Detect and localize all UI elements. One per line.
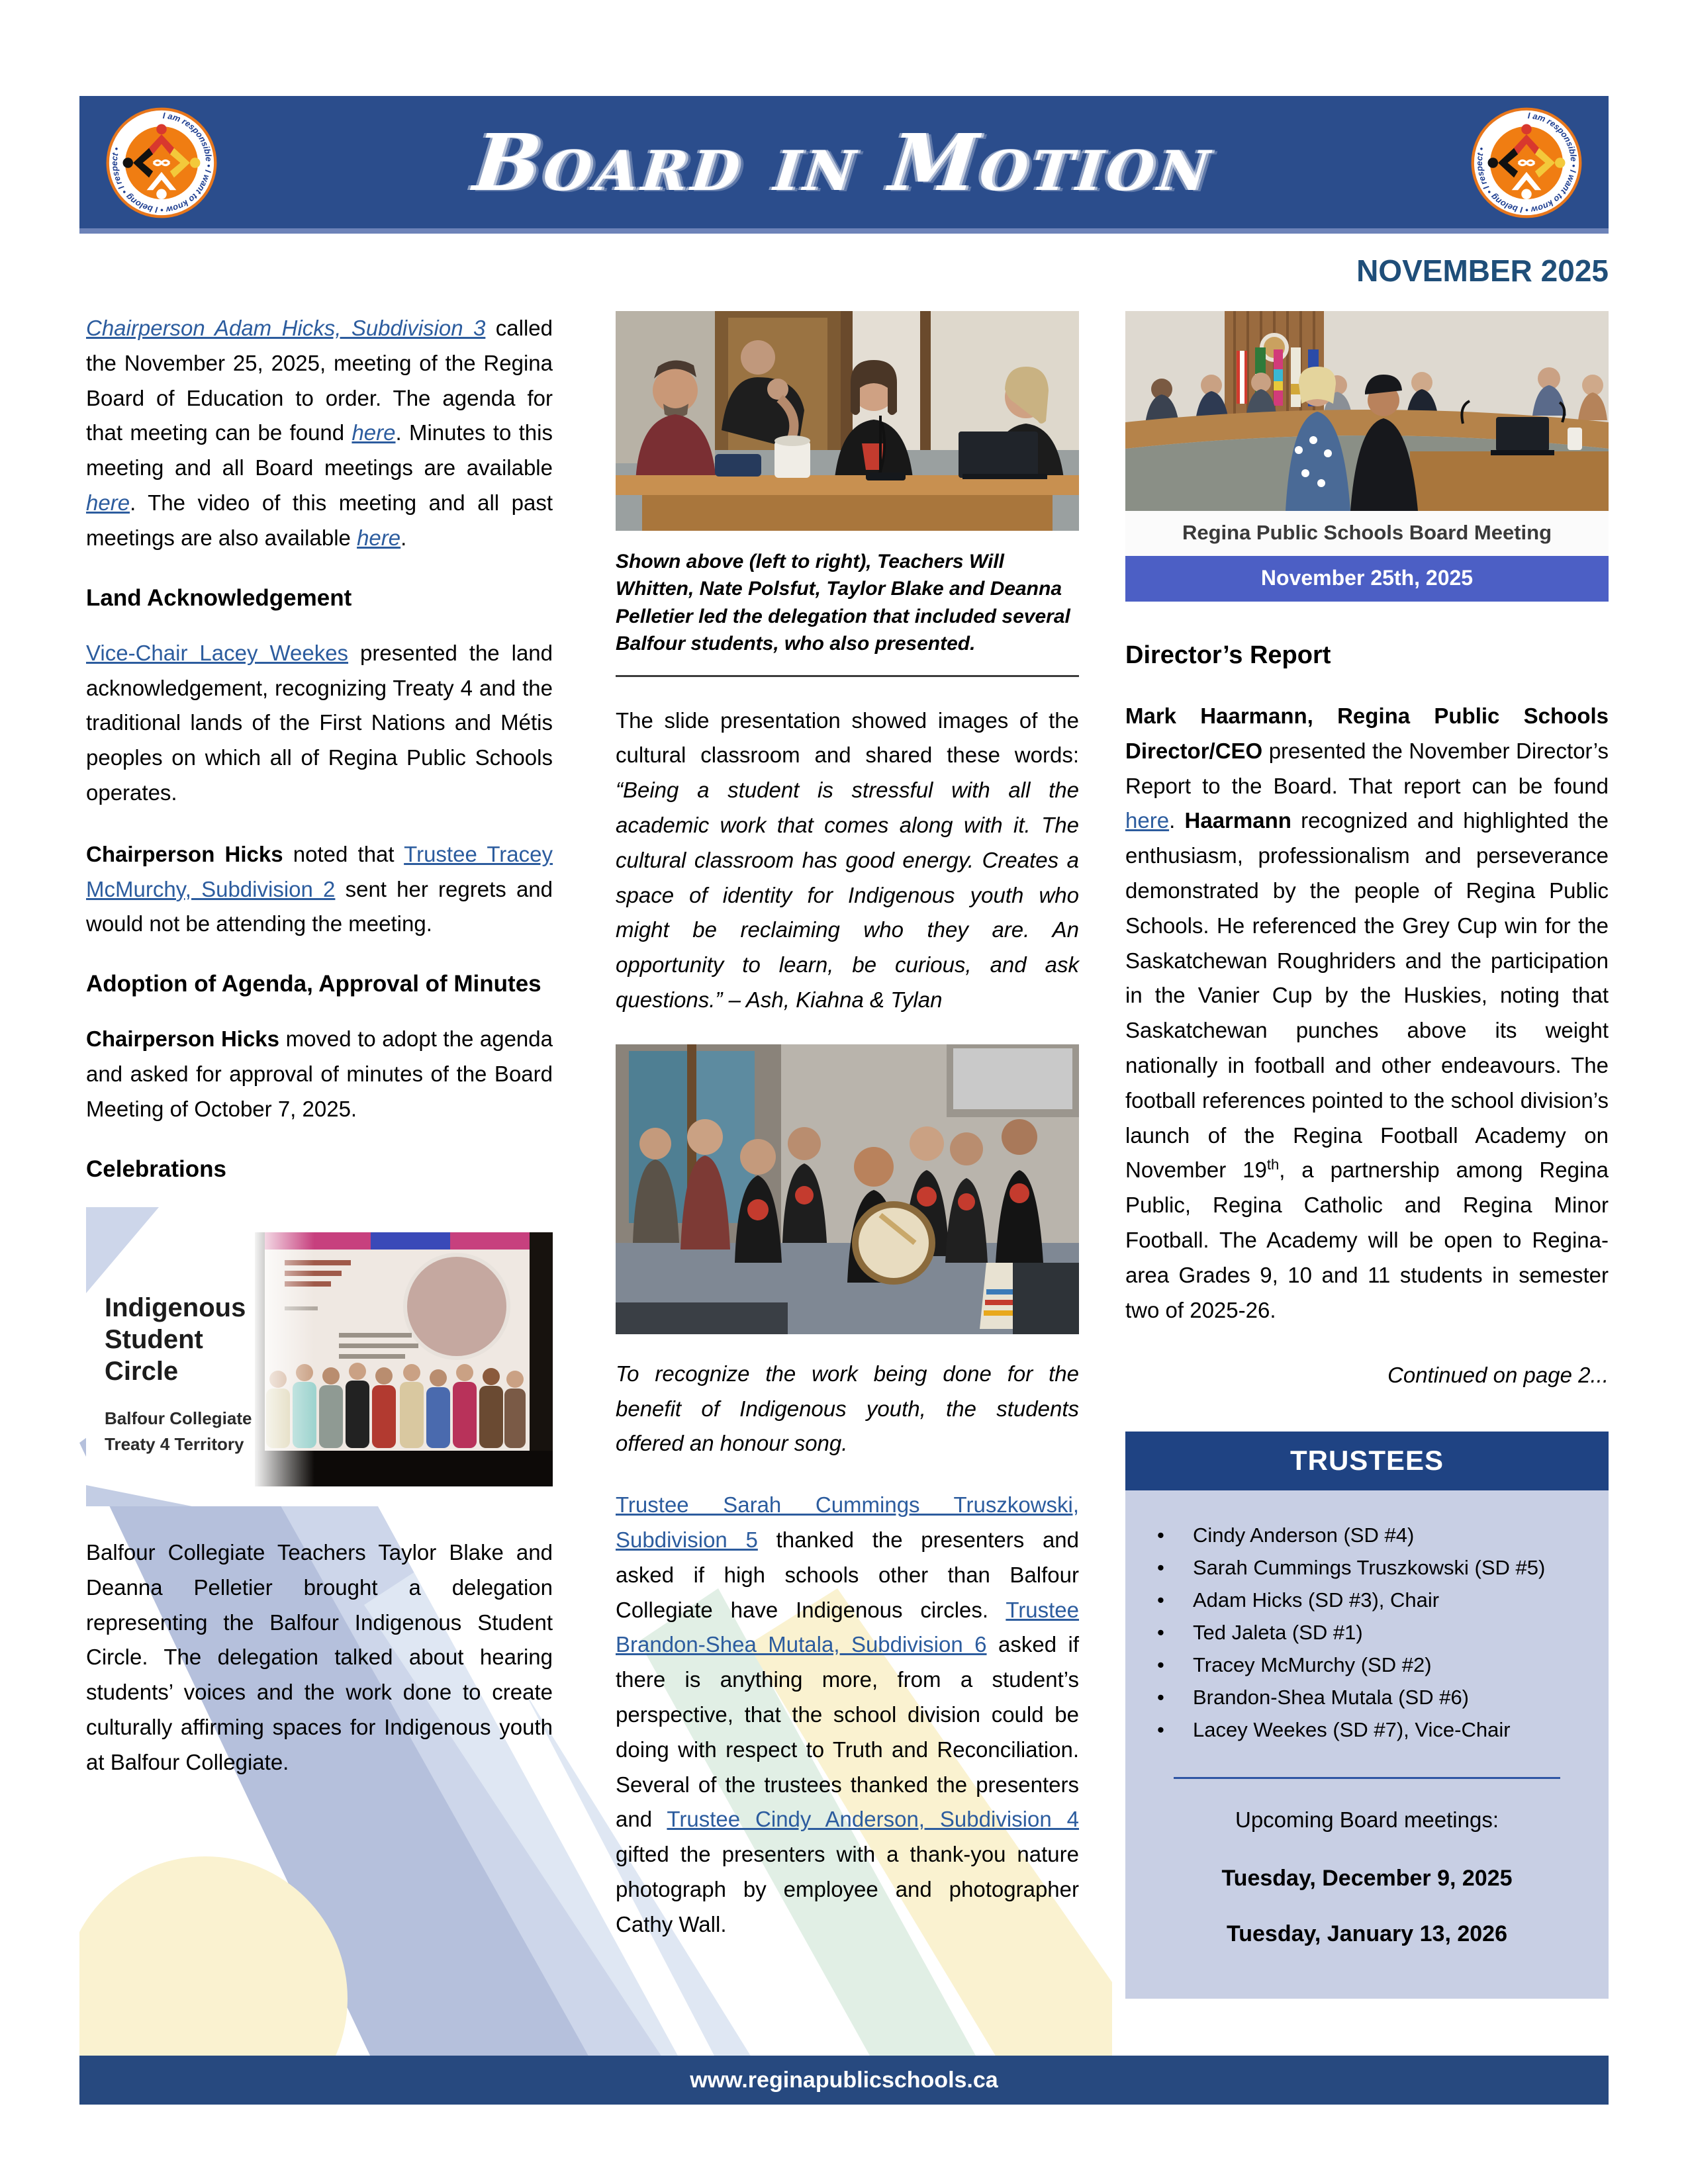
footer-url[interactable]: www.reginapublicschools.ca bbox=[690, 2067, 998, 2093]
paragraph-regrets bbox=[86, 837, 553, 942]
heading-land-acknowledgement: Land Acknowledgement bbox=[86, 584, 352, 611]
column-middle bbox=[616, 311, 1079, 1968]
school-logo-icon bbox=[105, 106, 218, 220]
honour-song-photo bbox=[616, 1044, 1079, 1334]
link-chairperson-adam-hicks[interactable]: Chairperson Adam Hicks, Subdivision 3 bbox=[86, 316, 486, 340]
text: Chairperson Hicks bbox=[86, 841, 283, 866]
masthead-banner bbox=[79, 96, 1609, 234]
column-right bbox=[1125, 311, 1609, 1999]
school-logo-icon bbox=[1470, 106, 1583, 220]
text: presented the land acknowledgement, recognizing Treaty 4 and the traditional lands of the First Nations and Métis peoples on which all of Regina Public Schools operates. bbox=[86, 640, 553, 805]
continued-note: Continued on page 2... bbox=[1387, 1363, 1609, 1388]
board-meeting-date-bar: November 25th, 2025 bbox=[1125, 556, 1609, 602]
trustee-item: • Tracey McMurchy (SD #2) bbox=[1152, 1649, 1591, 1682]
link-video-here[interactable]: here bbox=[357, 525, 401, 550]
delegation-photo bbox=[616, 311, 1079, 531]
link-lacey-weekes[interactable]: Vice-Chair Lacey Weekes bbox=[86, 640, 349, 665]
text: . bbox=[400, 525, 407, 550]
text: noted that bbox=[283, 841, 404, 866]
column-left bbox=[86, 311, 553, 1807]
slide-title: Indigenous Student Circle bbox=[105, 1293, 246, 1387]
heading-directors-report: Director’s Report bbox=[1125, 641, 1331, 669]
text: recognized and highlighted the enthusiasm, professionalism and perseverance demonstrated by the people of Regina Public Schools. He referenced the Grey Cup win for the Saskatchewan Roughriders and the participation in the Vanier Cup by the Huskies, noting that Saskatchewan punches above its weight nationally in football and other endeavours. The football references pointed to the school division’s launch of the Regina Football Academy on November 19 bbox=[1125, 808, 1609, 1183]
link-tracey-mcmurchy[interactable]: Trustee Tracey McMurchy, Subdivision 2 bbox=[86, 841, 553, 901]
text: Mark Haarmann, Regina Public Schools Director/CEO bbox=[1125, 704, 1609, 763]
text: thanked the presenters and asked if high schools other than Balfour Collegiate have Indigenous circles. bbox=[616, 1527, 1079, 1622]
text: asked if there is anything more, from a student’s perspective, that the school division could be doing with respect to Truth and Reconciliation. Several of the trustees thanked the presenters and bbox=[616, 1632, 1079, 1832]
newsletter-title: Board in Motion bbox=[469, 116, 1219, 208]
footer-bar bbox=[79, 2056, 1609, 2105]
quote-text: “Being a student is stressful with all the academic work that comes along with it. The cultural classroom has good energy. Creates a space of identity for Indigenous youth who might be reclaiming who they are. An opportunity to learn, be curious, and ask questions.” bbox=[616, 778, 1079, 1012]
issue-month: NOVEMBER 2025 bbox=[1356, 253, 1609, 288]
board-meeting-video-caption: Regina Public Schools Board Meeting bbox=[1125, 511, 1609, 556]
trustees-box bbox=[1125, 1432, 1609, 1999]
trustee-item: • Brandon-Shea Mutala (SD #6) bbox=[1152, 1682, 1591, 1714]
slide-subtitle bbox=[105, 1406, 252, 1457]
text: , a partnership among Regina Public, Regina Catholic and Regina Minor Football. The Academy will be open to Regina-area Grades 9, 10 and 11 students in semester two of 2025-26. bbox=[1125, 1158, 1609, 1322]
text: The slide presentation showed images of the cultural classroom and shared these words: bbox=[616, 707, 1079, 768]
photo-caption: Shown above (left to right), Teachers Will Whitten, Nate Polsfut, Taylor Blake and Deanna Pelletier led the delegation that included several Balfour students, who also presented. bbox=[616, 548, 1079, 677]
text: Balfour Collegiate bbox=[105, 1408, 252, 1429]
board-meeting-photo bbox=[1125, 311, 1609, 511]
paragraph-call-to-order bbox=[86, 311, 553, 556]
upcoming-meetings-label: Upcoming Board meetings: bbox=[1235, 1807, 1499, 1833]
text: moved to adopt the agenda and asked for approval of minutes of the Board Meeting of October 7, 2025. bbox=[86, 1026, 553, 1122]
paragraph-adoption bbox=[86, 1022, 553, 1126]
trustee-item: • Adam Hicks (SD #3), Chair bbox=[1152, 1584, 1591, 1617]
trustees-title: TRUSTEES bbox=[1125, 1432, 1609, 1490]
trustee-item: • Cindy Anderson (SD #4) bbox=[1152, 1520, 1591, 1552]
upcoming-meeting-1: Tuesday, December 9, 2025 bbox=[1221, 1865, 1513, 1891]
indigenous-student-circle-slide-photo bbox=[86, 1207, 553, 1506]
trustees-list bbox=[1143, 1520, 1591, 1747]
text: sent her regrets and would not be attending the meeting. bbox=[86, 876, 553, 936]
text: Haarmann bbox=[1184, 808, 1291, 833]
link-sarah-cummings-truszkowski[interactable]: Trustee Sarah Cummings Truszkowski, Subdivision 5 bbox=[616, 1492, 1079, 1552]
paragraph-land-acknowledgement bbox=[86, 636, 553, 811]
paragraph-trustee-questions bbox=[616, 1488, 1079, 1942]
text: Chairperson Hicks bbox=[86, 1026, 280, 1052]
trustee-item: • Ted Jaleta (SD #1) bbox=[1152, 1617, 1591, 1649]
link-minutes-here[interactable]: here bbox=[86, 490, 130, 515]
paragraph-balfour-delegation: Balfour Collegiate Teachers Taylor Blake and Deanna Pelletier brought a delegation representing the Balfour Indigenous Student Circle. The delegation talked about hearing students’ voices and the work done to create culturally affirming spaces for Indigenous youth at Balfour Collegiate. bbox=[86, 1540, 553, 1774]
text: called the November 25, 2025, meeting of the Regina Board of Education to order. The agenda for that meeting can be found bbox=[86, 316, 553, 445]
heading-adoption-agenda: Adoption of Agenda, Approval of Minutes bbox=[86, 971, 541, 997]
link-brandon-shea-mutala[interactable]: Trustee Brandon-Shea Mutala, Subdivision 6 bbox=[616, 1597, 1079, 1657]
link-agenda-here[interactable]: here bbox=[352, 420, 396, 445]
quote-attribution: – Ash, Kiahna & Tylan bbox=[722, 987, 943, 1012]
text: . Minutes to this meeting and all Board meetings are available bbox=[86, 420, 553, 480]
link-cindy-anderson[interactable]: Trustee Cindy Anderson, Subdivision 4 bbox=[667, 1807, 1079, 1832]
paragraph-directors-report bbox=[1125, 699, 1609, 1328]
text: Treaty 4 Territory bbox=[105, 1434, 244, 1455]
upcoming-meeting-2: Tuesday, January 13, 2026 bbox=[1227, 1921, 1507, 1947]
link-report-here[interactable]: here bbox=[1125, 808, 1170, 833]
trustees-divider bbox=[1174, 1777, 1560, 1779]
heading-celebrations: Celebrations bbox=[86, 1156, 226, 1182]
paragraph-honour-song: To recognize the work being done for the benefit of Indigenous youth, the students offered an honour song. bbox=[616, 1361, 1079, 1456]
trustee-item: • Sarah Cummings Truszkowski (SD #5) bbox=[1152, 1552, 1591, 1584]
text: . The video of this meeting and all past meetings are also available bbox=[86, 490, 553, 550]
paragraph-slide-quote bbox=[616, 704, 1079, 1018]
trustees-body bbox=[1125, 1490, 1609, 1998]
superscript: th bbox=[1266, 1156, 1280, 1173]
text: presented the November Director’s Report to the Board. That report can be found bbox=[1125, 738, 1609, 798]
text: . bbox=[1169, 808, 1185, 833]
trustee-item: • Lacey Weekes (SD #7), Vice-Chair bbox=[1152, 1714, 1591, 1747]
text: gifted the presenters with a thank-you nature photograph by employee and photographer Cathy Wall. bbox=[616, 1842, 1079, 1936]
